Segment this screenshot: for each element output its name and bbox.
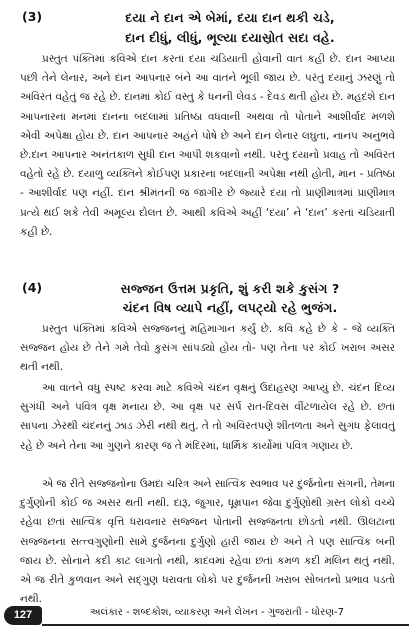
explanation-paragraph: પ્રસ્તુત પંક્તિમાં કવિએ દાન કરતાં દયા ચડિયાતી હોવાની વાત કહી છે. દાન આપ્યા પછી તેને લેનાર, અને દાન આપનાર બંને આ વાતને ભૂલી જાય છે. પરંતુ દયાનું ઝરણું તો અવિરત વહેતું જ રહે છે. દાનમાં કોઈ વસ્તુ કે ધનની લેવડ - દેવડ થતી હોય છે. મહદંશે દાન આપનારના મનમાં દાનના બદલામાં પ્રતિષ્ઠા વધવાની અથવા તો પોતાને આશીર્વાદ મળશે એવી અપેક્ષા હોય છે. દાન આપનાર અહંને પોષે છે અને દાન લેનાર લઘુતા, નાનપ અનુભવે છે.દાન આપનાર અનંતકાળ સુધી દાન આપી શકવાનો નથી. પરંતુ દયાનો પ્રવાહ તો અવિરત વહેતો રહે છે. દયાળુ વ્યક્તિને કોઈપણ પ્રકારના બદલાની અપેક્ષા નથી હોતી, માન - પ્રતિષ્ઠા - આશીર્વાદ પણ નહીં. દાન શ્રીમંતની જ જાગીર છે જ્યારે દયા તો પ્રાણીમાત્રમાં પ્રાણીમાત્ર પ્રત્યે થઈ શકે તેવી અમૂલ્ય દોલત છે. આથી કવિએ અહીં ‘દયા’ ને ‘દાન’ કરતાં ચડિયાતી કહી છે. <box>20 53 395 238</box>
verse-line: ચંદન વિષ વ્યાપે નહીં, લપટ્યો રહે ભુજંગ. <box>122 300 338 315</box>
explanation-paragraph: પ્રસ્તુત પંક્તિમાં કવિએ સજ્જનનું મહિમાગાન કર્યું છે. કવિ કહે છે કે - જે વ્યક્તિ સજ્જન હોય છે તેને ગમે તેવો કુસંગ સાંપડ્યો હોય તો- પણ તેના પર કોઈ ખરાબ અસર થતી નથી. <box>20 323 395 374</box>
footer-divider <box>42 624 409 626</box>
section-number: (3) <box>22 9 43 24</box>
footer-book-title: અલંકાર - શબ્દકોશ, વ્યાકરણ અને લેખન - ગુજરાતી - ધોરણ-7 <box>90 607 345 618</box>
explanation-paragraph: આ વાતને વધુ સ્પષ્ટ કરવા માટે કવિએ ચંદન વૃક્ષનું ઉદાહરણ આપ્યું છે. ચંદન દિવ્ય સુગંધી અને પવિત્ર વૃક્ષ મનાય છે. આ વૃક્ષ પર સર્પ રાત-દિવસ વીંટળાયેલ રહે છે. છતાં સાપના ઝેરથી ચંદનનું ઝાડ ઝેરી નથી થતું. તે તો અવિરતપણે શીતળતા અને સુગંધ ફેલાવતું રહે છે અને તેના આ ગુણને કારણ જ તે મંદિરમાં, ધાર્મિક કાર્યોમાં પવિત્ર ગણાય છે. <box>20 382 395 452</box>
explanation-paragraph: એ જ રીતે સજ્જનોના ઉમદા ચરિત્ર અને સાત્વિક સ્વભાવ પર દુર્જનોના સંગની, તેમના દુર્ગુણોની કોઈ જ અસર થતી નથી. દારૂ, જુગાર, ધૂમ્રપાન જેવા દુર્ગુણોથી ગ્રસ્ત લોકો વચ્ચે રહેવા છતાં સાત્વિક વૃત્તિ ધરાવનાર સજ્જન પોતાની સજ્જનતા છોડતો નથી. ઊલટાના સજ્જનના સત્ત્વગુણોની સામે દુર્જનના દુર્ગુણો હારી જાય છે અને તે પણ સાત્વિક બની જાય છે. સોનાને કદી કાટ લાગતો નથી, કાદવમાં રહેવા છતાં કમળ કદી મલિન થતું નથી. એ જ રીતે કુળવાન અને સદ્ગુણ ધરાવતા લોકો પર દુર્જનની ખરાબ સોબતનો પ્રભાવ પડતો નથી. <box>20 478 395 606</box>
page-number-badge: 127 <box>4 606 42 625</box>
verse-line: સજ્જન ઉત્તમ પ્રકૃતિ, શું કરી શકે કુસંગ ? <box>120 281 340 296</box>
verse-line: દાન દીધું, લીધું, ભૂલ્યા દયાસ્રોત સદા વહે. <box>125 30 335 45</box>
verse-line: દયા ને દાન એ બેમાં, દયા દાન થકી ચડે, <box>125 10 335 25</box>
section-number: (4) <box>22 280 43 295</box>
page-footer <box>0 604 413 628</box>
